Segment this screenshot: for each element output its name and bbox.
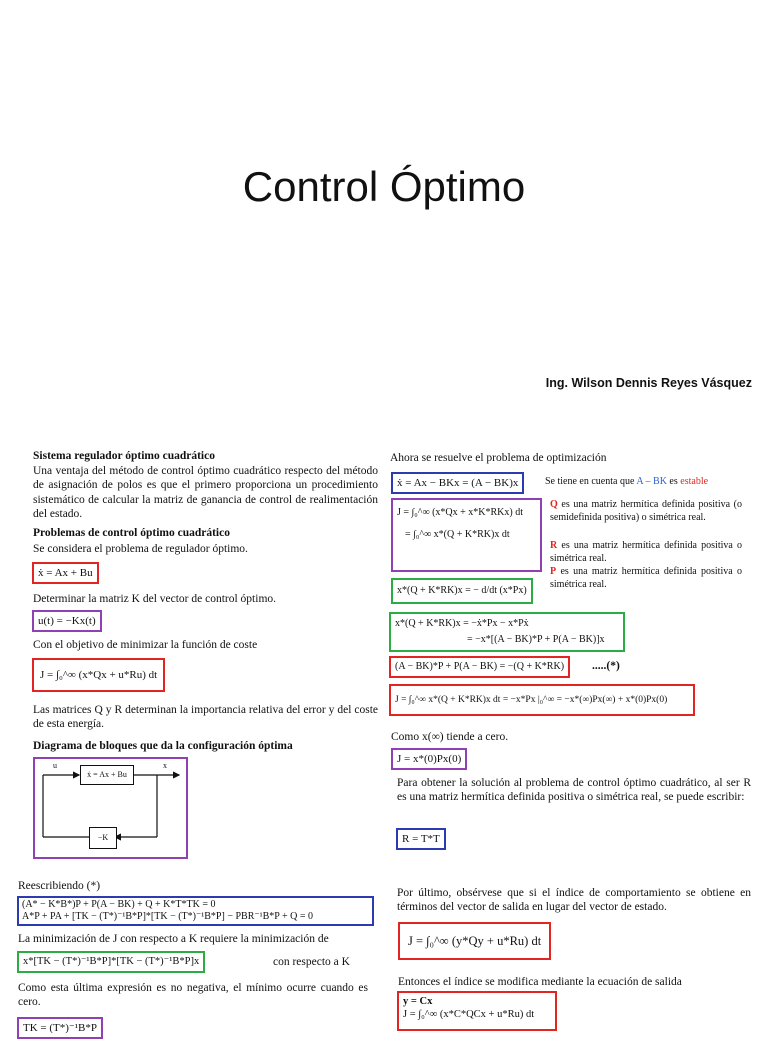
block-diagram [33, 757, 188, 859]
paragraph-advantage: Una ventaja del método de control óptimo cuadrático respecto del método de asignación de polos es que el primero proporciona un procedimiento sistemático de calcular la matriz de ganancia de control de realimentación del estado. [33, 465, 378, 521]
equation-state: ẋ = Ax + Bu [32, 562, 99, 584]
note-q-letter: Q [550, 499, 558, 510]
equation-closed-loop: ẋ = Ax − BKx = (A − BK)x [391, 472, 524, 494]
content-page [0, 440, 768, 1034]
equation-minimize: x*[TK − (T*)⁻¹B*P]*[TK − (T*)⁻¹B*P]x [17, 951, 205, 973]
note-p-letter: P [550, 566, 557, 577]
note-q [550, 499, 742, 524]
equation-j-result: J = x*(0)Px(0) [391, 748, 467, 770]
heading-diagram: Diagrama de bloques que da la configuración óptima [33, 740, 293, 752]
equation-rewrite [17, 896, 374, 926]
paragraph-output-equation: Entonces el índice se modifica mediante la ecuación de salida [398, 976, 682, 988]
equation-tk: TK = (T*)⁻¹B*P [17, 1017, 103, 1039]
diagram-gain-block: −K [89, 827, 117, 849]
paragraph-regulator: Se considera el problema de regulador óptimo. [33, 543, 248, 555]
note-stable-ab: A – BK [636, 476, 667, 487]
note-stable-word: estable [680, 476, 709, 487]
note-r [550, 540, 742, 565]
note-stable [545, 476, 708, 489]
paragraph-cost: Con el objetivo de minimizar la función de coste [33, 639, 258, 651]
note-stable-text: Se tiene en cuenta que [545, 476, 635, 487]
diagram-plant-block: ẋ = Ax + Bu [80, 765, 134, 785]
equation-cost-expanded-2: = ∫₀^∞ x*(Q + K*RK)x dt [405, 529, 510, 540]
diagram-state-label: x [163, 761, 167, 770]
equation-output-cost: J = ∫₀^∞ (y*Qy + u*Ru) dt [398, 922, 551, 960]
equation-substitution-2: = −x*[(A − BK)*P + P(A − BK)]x [467, 634, 605, 645]
paragraph-output-index: Por último, obsérvese que si el índice de comportamiento se obtiene en términos del vector de salida en lugar del vector de estado. [397, 887, 751, 914]
note-p [550, 566, 742, 591]
equation-cost-expanded [391, 498, 542, 572]
note-r-text: es una matriz hermítica definida positiva o simétrica real. [550, 540, 743, 564]
equation-cost: J = ∫₀^∞ (x*Qx + u*Ru) dt [32, 658, 165, 692]
paragraph-nonnegative: Como esta última expresión es no negativa, el mínimo ocurre cuando es cero. [18, 982, 368, 1009]
equation-output-substitution [397, 991, 557, 1031]
paragraph-x-infinity: Como x(∞) tiende a cero. [391, 731, 509, 743]
title-slide [0, 0, 768, 433]
note-r-letter: R [550, 540, 558, 551]
paragraph-minimization: La minimización de J con respecto a K requiere la minimización de [18, 933, 329, 945]
equation-rewrite-line-1: (A* − K*B*)P + P(A − BK) + Q + K*T*TK = 0 [22, 899, 216, 910]
paragraph-rewrite: Reescribiendo (*) [18, 880, 101, 892]
note-q-text: es una matriz hermítica definida positiva (o semidefinida positiva) o simétrica real. [550, 499, 743, 523]
equation-output-cost-modified: J = ∫₀^∞ (x*C*QCx + u*Ru) dt [403, 1009, 535, 1020]
equation-riccati: (A − BK)*P + P(A − BK) = −(Q + K*RK) [389, 656, 570, 678]
diagram-input-label: u [53, 761, 57, 770]
equation-r-factor: R = T*T [396, 828, 446, 850]
paragraph-solve: Ahora se resuelve el problema de optimización [390, 452, 607, 464]
heading-regulator: Sistema regulador óptimo cuadrático [33, 450, 215, 462]
equation-output-y: y = Cx [403, 996, 433, 1007]
equation-substitution [389, 612, 625, 652]
equation-cost-expanded-1: J = ∫₀^∞ (x*Qx + x*K*RKx) dt [397, 507, 523, 518]
text-with-respect-to-k: con respecto a K [273, 956, 350, 968]
equation-substitution-1: x*(Q + K*RK)x = −ẋ*Px − x*Pẋ [395, 618, 529, 629]
heading-problems: Problemas de control óptimo cuadrático [33, 527, 230, 539]
paragraph-determine-k: Determinar la matriz K del vector de control óptimo. [33, 593, 277, 605]
slide-title: Control Óptimo [242, 163, 526, 210]
equation-control-law: u(t) = −Kx(t) [32, 610, 102, 632]
equation-derivative: x*(Q + K*RK)x = − d/dt (x*Px) [391, 578, 533, 604]
equation-riccati-tag: .....(*) [592, 660, 620, 672]
paragraph-solution: Para obtener la solución al problema de control óptimo cuadrático, al ser R es una matriz hermítica definida positiva o simétrica real, se puede escribir: [397, 777, 751, 804]
slide-author: Ing. Wilson Dennis Reyes Vásquez [545, 376, 752, 390]
paragraph-matrices: Las matrices Q y R determinan la importancia relativa del error y del coste de esta energía. [33, 704, 378, 731]
equation-cost-evaluated: J = ∫₀^∞ x*(Q + K*RK)x dt = −x*Px |₀^∞ = −x*(∞)Px(∞) + x*(0)Px(0) [389, 684, 695, 716]
equation-rewrite-line-2: A*P + PA + [TK − (T*)⁻¹B*P]*[TK − (T*)⁻¹B*P] − PBR⁻¹B*P + Q = 0 [22, 911, 313, 922]
note-p-text: es una matriz hermítica definida positiva o simétrica real. [550, 566, 743, 590]
note-stable-es: es [669, 476, 678, 487]
